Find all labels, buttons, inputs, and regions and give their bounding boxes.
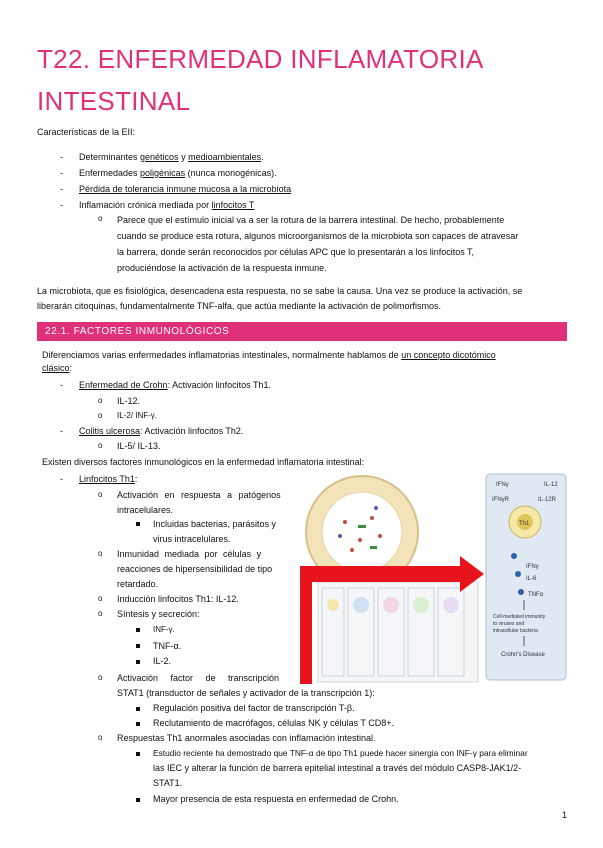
circle-bullet-icon: o — [98, 411, 103, 420]
resp-sub: Estudio reciente ha demostrado que TNF-α de tipo Th1 puede hacer sinergia con INF-γ para eliminar — [153, 748, 528, 758]
colitis-sub: IL-5/ IL-13. — [117, 441, 161, 451]
figure-label: IFNγR — [492, 497, 509, 503]
crohn-sub: IL-2/ INF-γ. — [117, 411, 158, 420]
intro-sub-line: cuando se produce esta rotura, algunos microorganismos de la microbiota son capaces de atravesar — [117, 231, 519, 241]
stat-sub: Regulación positiva del factor de transcripción T-β. — [153, 703, 355, 713]
section-header-band — [37, 322, 567, 341]
square-bullet-icon — [136, 660, 140, 664]
sintesis-sub: TNF-α. — [153, 641, 182, 651]
section-lead-line: Diferenciamos varias enfermedades inflamatorias intestinales, normalmente hablamos de un concepto dicotómico — [42, 350, 496, 360]
circle-bullet-icon: o — [98, 733, 103, 742]
page-title: T22. ENFERMEDAD INFLAMATORIA — [37, 44, 484, 74]
th1-inmunidad: Inmunidad mediada por células y — [117, 549, 262, 559]
dash-bullet: - — [60, 380, 63, 390]
figure-label: IFNγ — [496, 482, 509, 488]
th1-activation-sub: virus intracelulares. — [153, 534, 231, 544]
dash-bullet: - — [60, 474, 63, 484]
exist-line: Existen diversos factores inmunológicos en la enfermedad inflamatoria intestinal: — [42, 457, 365, 467]
intro-sub-line: Parece que el estímulo inicial va a ser la rotura de la barrera intestinal. De hecho, probablemente — [117, 215, 505, 225]
section-lead-line-2: clásico: — [42, 363, 73, 373]
circle-bullet-icon: o — [98, 549, 103, 558]
th1-inmunidad: retardado. — [117, 579, 159, 589]
circle-bullet-icon: o — [98, 594, 103, 603]
section-header-text: 22.1. FACTORES INMUNOLÓGICOS — [45, 326, 230, 337]
figure-label: Crohn's Disease — [501, 652, 545, 658]
crohn-item: Enfermedad de Crohn: Activación linfocitos Th1. — [79, 380, 271, 390]
figure-label: Cell-mediated immunity — [493, 614, 546, 620]
resp-sub: STAT1. — [153, 778, 183, 788]
square-bullet-icon — [136, 798, 140, 802]
resp-sub: Mayor presencia de esta respuesta en enfermedad de Crohn. — [153, 794, 399, 804]
figure-label: IL-6 — [526, 576, 537, 582]
intro-sub-line: la barrera, donde serán reconocidos por células APC que lo presentarán a los linfocitos T, — [117, 247, 475, 257]
resp-sub: las IEC y alterar la función de barrera epitelial intestinal a través del módulo CASP8-JAK1/2- — [153, 763, 522, 773]
th1-respuestas: Respuestas Th1 anormales asociadas con inflamación intestinal. — [117, 733, 376, 743]
dash-bullet: - — [60, 184, 63, 194]
th1-figure — [300, 470, 568, 684]
th1-activation: Activación en respuesta a patógenos — [117, 490, 281, 500]
sintesis-sub: INF-γ. — [153, 625, 175, 634]
th1-item: Linfocitos Th1: — [79, 474, 138, 484]
figure-label: Th1 — [519, 521, 530, 527]
circle-bullet-icon: o — [98, 441, 103, 450]
subset-panels — [318, 582, 478, 682]
th1-stat: Activación factor de transcripción — [117, 673, 280, 683]
circle-bullet-icon: o — [98, 609, 103, 618]
crohn-sub: IL-12. — [117, 396, 141, 406]
page-number: 1 — [561, 810, 567, 820]
dash-bullet: - — [60, 168, 63, 178]
intro-item-1: Determinantes genéticos y medioambientales. — [79, 152, 264, 162]
stat-sub: Reclutamiento de macrófagos, células NK y células T CD8+. — [153, 718, 395, 728]
square-bullet-icon — [136, 722, 140, 726]
square-bullet-icon — [136, 707, 140, 711]
intro-item-2: Enfermedades poligénicas (nunca monogénicas). — [79, 168, 277, 178]
intro-item-3: Pérdida de tolerancia inmune mucosa a la microbiota — [79, 184, 292, 194]
circle-bullet-icon: o — [98, 214, 103, 223]
dash-bullet: - — [60, 200, 63, 210]
figure-label: IL-12 — [544, 482, 558, 488]
circle-bullet-icon: o — [98, 490, 103, 499]
intro-item-4: Inflamación crónica mediada por linfocitos T — [79, 200, 255, 210]
dash-bullet: - — [60, 426, 63, 436]
figure-label: to viruses and — [493, 621, 525, 627]
intro-paragraph-line: La microbiota, que es fisiológica, desencadena esta respuesta, no se sabe la causa. Una vez se produce la activación, se — [37, 286, 523, 296]
figure-label: IFNγ — [526, 564, 539, 570]
th1-sintesis: Síntesis y secreción: — [117, 609, 200, 619]
figure-label: IL-12R — [538, 497, 557, 503]
th1-inmunidad: reacciones de hipersensibilidad de tipo — [117, 564, 273, 574]
figure-label: TNFα — [528, 592, 544, 598]
th1-activation: intracelulares. — [117, 505, 174, 515]
intro-heading: Características de la EII: — [37, 127, 136, 137]
square-bullet-icon — [136, 752, 140, 756]
th1-stat: STAT1 (transductor de señales y activador de la transcripción 1): — [117, 688, 375, 698]
intro-sub-line: produciéndose la activación de la respuesta inmune. — [117, 263, 327, 273]
square-bullet-icon — [136, 644, 140, 648]
th1-induccion: Inducción linfocitos Th1: IL-12. — [117, 594, 239, 604]
square-bullet-icon — [136, 522, 140, 526]
dash-bullet: - — [60, 152, 63, 162]
sintesis-sub: IL-2. — [153, 656, 172, 666]
colitis-item: Colitis ulcerosa: Activación linfocitos Th2. — [79, 426, 244, 436]
th1-activation-sub: Incluidas bacterias, parásitos y — [153, 519, 277, 529]
figure-label: intracellular bacteria — [493, 628, 538, 634]
intro-paragraph-line: liberarán citoquinas, fundamentalmente TNF-alfa, que actúa mediante la activación de polimorfismos. — [37, 301, 442, 311]
circle-bullet-icon: o — [98, 396, 103, 405]
circle-bullet-icon: o — [98, 673, 103, 682]
square-bullet-icon — [136, 628, 140, 632]
page-title-line2: INTESTINAL — [37, 86, 191, 116]
